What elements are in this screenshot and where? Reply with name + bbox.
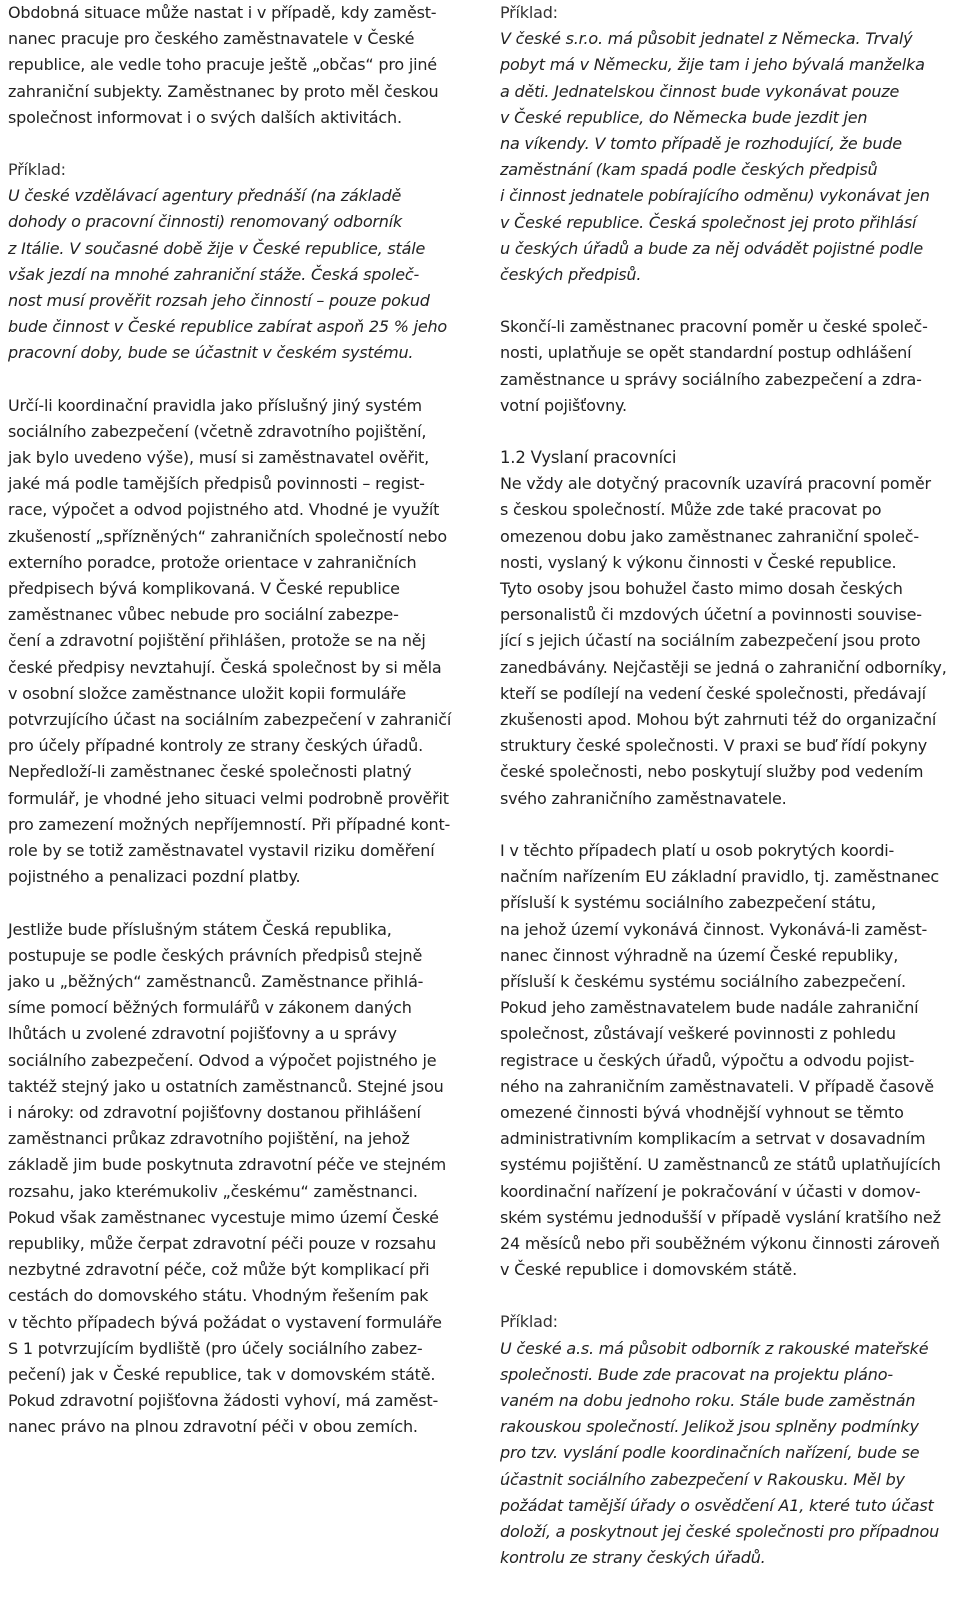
text-line: Určí-li koordinační pravidla jako příslušný jiný systém <box>8 395 422 415</box>
spacer <box>8 891 448 917</box>
text-line: 24 měsíců nebo při souběžném výkonu činnosti zároveň <box>500 1233 940 1253</box>
text-line: nanec činnost výhradně na území České republiky, <box>500 945 899 965</box>
text-line: postupuje se podle českých právních předpisů stejně <box>8 945 423 965</box>
text-line: v osobní složce zaměstnance uložit kopii formuláře <box>8 683 407 703</box>
text-line: českých předpisů. <box>500 265 642 285</box>
text-line: na víkendy. V tomto případě je rozhodující, že bude <box>500 134 902 154</box>
text-line: Jestliže bude příslušným státem Česká republika, <box>8 919 392 939</box>
text-line: přísluší k českému systému sociálního zabezpečení. <box>500 971 906 991</box>
text-line: zaměstnanci průkaz zdravotního pojištění, na jehož <box>8 1129 410 1149</box>
text-line: V české s.r.o. má působit jednatel z Německa. Trvalý <box>500 29 913 49</box>
example-label: Příklad: <box>500 1312 558 1332</box>
text-line: Pokud jeho zaměstnavatelem bude nadále zahraniční <box>500 998 919 1018</box>
text-line: doloží, a poskytnout jej české společnosti pro případnou <box>500 1521 940 1541</box>
paragraph-intro <box>8 0 448 131</box>
spacer <box>500 419 940 445</box>
text-line: v České republice i domovském státě. <box>500 1260 797 1280</box>
text-line: síme pomocí běžných formulářů v zákonem daných <box>8 998 412 1018</box>
text-line: U české a.s. má působit odborník z rakouské mateřské <box>500 1338 929 1358</box>
text-line: registrace u českých úřadů, výpočtu a odvodu pojist- <box>500 1050 915 1070</box>
text-line: U české vzdělávací agentury přednáší (na základě <box>8 186 402 206</box>
text-line: dohody o pracovní činnosti) renomovaný odborník <box>8 212 403 232</box>
text-line: formulář, je vhodné jeho situaci velmi podrobně prověřit <box>8 788 449 808</box>
example-german-director <box>500 26 940 288</box>
text-line: společnosti. Bude zde pracovat na projektu pláno- <box>500 1364 893 1384</box>
text-line: pojistného a penalizaci pozdní platby. <box>8 867 301 887</box>
text-line: ském systému jednodušší v případě vyslání kratšího než <box>500 1207 941 1227</box>
text-line: jaké má podle tamějších předpisů povinnosti – regist- <box>8 474 425 494</box>
text-line: i nároky: od zdravotní pojišťovny dostanou přihlášení <box>8 1102 421 1122</box>
text-line: jící s jejich účastí na sociálním zabezpečení jsou proto <box>500 631 921 651</box>
text-line: Pokud však zaměstnanec vycestuje mimo území České <box>8 1207 439 1227</box>
text-line: republice, ale vedle toho pracuje ještě „občas“ pro jiné <box>8 55 437 75</box>
text-line: svého zahraničního zaměstnavatele. <box>500 788 787 808</box>
text-line: systému pojištění. U zaměstnanců ze států uplatňujících <box>500 1155 941 1175</box>
text-line: externího poradce, protože orientace v zahraničních <box>8 552 417 572</box>
text-line: pracovní doby, bude se účastnit v českém systému. <box>8 343 414 363</box>
text-line: nost musí prověřit rozsah jeho činností – pouze pokud <box>8 291 430 311</box>
text-line: Obdobná situace může nastat i v případě, kdy zaměst- <box>8 3 437 22</box>
text-line: předpisech bývá komplikovaná. V České republice <box>8 579 400 599</box>
text-line: omezenou dobu jako zaměstnanec zahraniční společ- <box>500 526 919 546</box>
text-line: v České republice, do Německa bude jezdit jen <box>500 107 868 127</box>
text-line: taktéž stejný jako u ostatních zaměstnanců. Stejné jsou <box>8 1076 444 1096</box>
text-line: role by se totiž zaměstnavatel vystavil riziku doměření <box>8 841 435 861</box>
text-line: i činnost jednatele pobírajícího odměnu) vykonávat jen <box>500 186 930 206</box>
text-line: kteří se podílejí na vedení české společnosti, předávají <box>500 683 926 703</box>
paragraph-posted-workers <box>500 471 947 812</box>
text-line: zanedbávány. Nejčastěji se jedná o zahraniční odborníky, <box>500 657 947 677</box>
text-line: nezbytné zdravotní péče, což může být komplikací při <box>8 1260 430 1280</box>
text-line: pro zamezení možných nepříjemností. Při případné kont- <box>8 814 451 834</box>
text-line: přísluší k systému sociálního zabezpečení státu, <box>500 893 876 913</box>
text-line: společnost informovat i o svých dalších aktivitách. <box>8 107 402 127</box>
text-line: české předpisy nevztahují. Česká společnost by si měla <box>8 657 442 677</box>
text-line: lhůtách u zvolené zdravotní pojišťovny a u správy <box>8 1024 397 1044</box>
text-line: votní pojišťovny. <box>500 395 627 415</box>
text-line: zkušeností „spřízněných“ zahraničních společností nebo <box>8 526 447 546</box>
section-heading: 1.2 Vyslaní pracovníci <box>500 448 677 468</box>
text-line: Pokud zdravotní pojišťovna žádosti vyhoví, má zaměst- <box>8 1391 439 1411</box>
text-line: u českých úřadů a bude za něj odvádět pojistné podle <box>500 238 924 258</box>
text-line: zaměstnanec vůbec nebude pro sociální zabezpe- <box>8 605 399 625</box>
text-line: Skončí-li zaměstnanec pracovní poměr u české společ- <box>500 317 928 337</box>
text-line: zahraniční subjekty. Zaměstnanec by proto měl českou <box>8 81 439 101</box>
example-label: Příklad: <box>500 3 558 22</box>
text-line: a děti. Jednatelskou činnost bude vykonávat pouze <box>500 81 900 101</box>
text-line: koordinační nařízení je pokračování v účasti v domov- <box>500 1181 921 1201</box>
text-line: základě jim bude poskytnuta zdravotní péče ve stejném <box>8 1155 447 1175</box>
text-line: načním nařízením EU základní pravidlo, tj. zaměstnanec <box>500 867 939 887</box>
right-column <box>500 0 947 1571</box>
paragraph-czech-republic-competent <box>8 917 448 1441</box>
text-line: na jehož území vykonává činnost. Vykonává-li zaměst- <box>500 919 928 939</box>
text-line: I v těchto případech platí u osob pokrytých koordi- <box>500 840 895 860</box>
spacer <box>500 812 940 838</box>
paragraph-eu-coordination <box>500 838 940 1283</box>
text-line: zaměstnání (kam spadá podle českých předpisů <box>500 160 878 180</box>
text-line: jak bylo uvedeno výše), musí si zaměstnavatel ověřit, <box>8 448 430 468</box>
text-line: v České republice. Česká společnost jej proto přihlásí <box>500 212 917 232</box>
text-line: zaměstnance u správy sociálního zabezpečení a zdra- <box>500 369 922 389</box>
text-line: Ne vždy ale dotyčný pracovník uzavírá pracovní poměr <box>500 474 931 494</box>
text-line: vaném na dobu jednoho roku. Stále bude zaměstnán <box>500 1390 916 1410</box>
text-line: nosti, uplatňuje se opět standardní postup odhlášení <box>500 343 912 363</box>
text-line: nanec pracuje pro českého zaměstnavatele v České <box>8 29 415 49</box>
spacer <box>500 288 940 314</box>
example-austrian-expert <box>500 1336 940 1572</box>
text-line: sociálního zabezpečení (včetně zdravotního pojištění, <box>8 421 427 441</box>
text-line: jako u „běžných“ zaměstnanců. Zaměstnance přihlá- <box>8 971 424 991</box>
text-line: Tyto osoby jsou bohužel často mimo dosah českých <box>500 579 903 599</box>
text-line: Nepředloží-li zaměstnanec české společnosti platný <box>8 762 412 782</box>
text-line: zkušenosti apod. Mohou být zahrnuti též do organizační <box>500 710 937 730</box>
text-line: omezené činnosti bývá vhodnější vyhnout se těmto <box>500 1102 904 1122</box>
paragraph-termination <box>500 314 940 419</box>
text-line: společnost, zůstávají veškeré povinnosti z pohledu <box>500 1024 896 1044</box>
example-italian-lecturer <box>8 183 448 366</box>
text-line: požádat tamější úřady o osvědčení A1, které tuto účast <box>500 1495 934 1515</box>
text-line: cestách do domovského státu. Vhodným řešením pak <box>8 1286 429 1306</box>
text-line: nosti, vyslaný k výkonu činnosti v České republice. <box>500 552 897 572</box>
spacer <box>8 131 448 157</box>
text-line: pro tzv. vyslání podle koordinačních nařízení, bude se <box>500 1443 920 1463</box>
spacer <box>8 367 448 393</box>
text-line: české společnosti, nebo poskytují služby pod vedením <box>500 762 924 782</box>
text-line: kontrolu ze strany českých úřadů. <box>500 1548 766 1568</box>
text-line: personalistů či mzdových účetní a povinnosti souvise- <box>500 605 922 625</box>
text-line: však jezdí na mnohé zahraniční stáže. Česká společ- <box>8 264 420 284</box>
text-line: potvrzujícího účast na sociálním zabezpečení v zahraničí <box>8 710 452 730</box>
text-line: v těchto případech bývá požádat o vystavení formuláře <box>8 1312 442 1332</box>
text-line: účastnit sociálního zabezpečení v Rakousku. Měl by <box>500 1469 905 1489</box>
text-line: pečení) jak v České republice, tak v domovském státě. <box>8 1364 436 1384</box>
text-line: pro účely případné kontroly ze strany českých úřadů. <box>8 736 424 756</box>
text-line: republiky, může čerpat zdravotní péči pouze v rozsahu <box>8 1233 437 1253</box>
spacer <box>500 1283 940 1309</box>
text-line: sociálního zabezpečení. Odvod a výpočet pojistného je <box>8 1050 437 1070</box>
text-line: race, výpočet a odvod pojistného atd. Vhodné je využít <box>8 500 440 520</box>
example-label: Příklad: <box>8 160 66 180</box>
text-line: S 1 potvrzujícím bydliště (pro účely sociálního zabez- <box>8 1338 423 1358</box>
paragraph-coordination-rules <box>8 393 452 891</box>
text-line: bude činnost v České republice zabírat aspoň 25 % jeho <box>8 317 447 337</box>
text-line: administrativním komplikacím a setrvat v dosavadním <box>500 1129 926 1149</box>
text-line: rozsahu, jako kterémukoliv „českému“ zaměstnanci. <box>8 1181 418 1201</box>
text-line: rakouskou společností. Jelikož jsou splněny podmínky <box>500 1417 919 1437</box>
text-line: pobyt má v Německu, žije tam i jeho bývalá manželka <box>500 55 925 75</box>
left-column <box>8 0 452 1441</box>
text-line: struktury české společnosti. V praxi se buď řídí pokyny <box>500 736 928 756</box>
text-line: z Itálie. V současné době žije v České republice, stále <box>8 238 426 258</box>
text-line: nanec právo na plnou zdravotní péči v obou zemích. <box>8 1417 418 1437</box>
text-line: s českou společností. Může zde také pracovat po <box>500 500 882 520</box>
text-line: ného na zahraničním zaměstnavateli. V případě časově <box>500 1076 934 1096</box>
text-line: čení a zdravotní pojištění přihlášen, protože se na něj <box>8 631 426 651</box>
